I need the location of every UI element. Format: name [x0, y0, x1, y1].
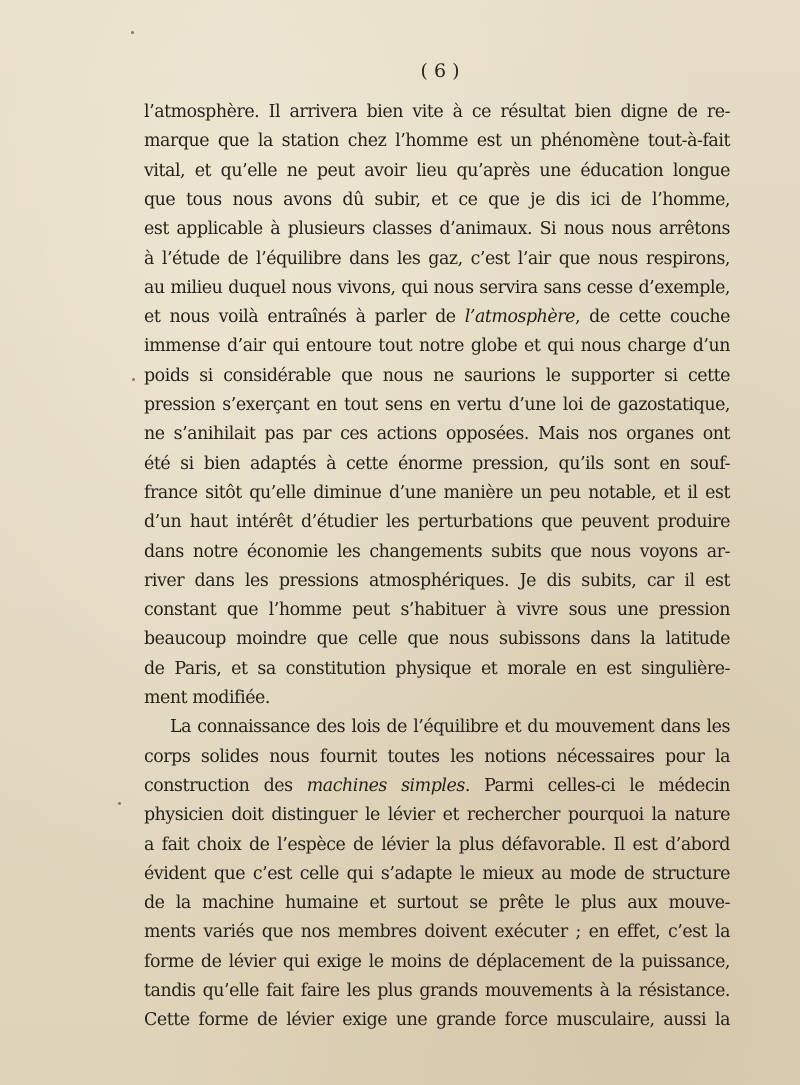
text-line: france sitôt qu’elle diminue d’une manière un peu notable, et il est [144, 482, 730, 503]
text-line: l’atmosphère. Il arrivera bien vite à ce résultat bien digne de re- [144, 102, 730, 122]
text-line [144, 772, 730, 800]
text-line: a fait choix de l’espèce de lévier la plus défavorable. Il est d’abord [144, 834, 730, 855]
text-segment: et nous voilà entraînés à parler de [144, 307, 465, 328]
text-line: dans notre économie les changements subits que nous voyons ar- [144, 541, 730, 562]
text-line: poids si considérable que nous ne saurions le supporter si cette [144, 365, 730, 386]
text-line: au milieu duquel nous vivons, qui nous servira sans cesse d’exemple, [144, 277, 730, 298]
paper-speck [131, 31, 134, 34]
text-line: Cette forme de lévier exige une grande force musculaire, aussi la [144, 1010, 730, 1031]
text-line: beaucoup moindre que celle que nous subissons dans la latitude [144, 629, 730, 650]
text-line: ments variés que nos membres doivent exécuter ; en effet, c’est la [144, 922, 730, 943]
text-line: est applicable à plusieurs classes d’animaux. Si nous nous arrêtons [144, 219, 730, 240]
text-line: vital, et qu’elle ne peut avoir lieu qu’après une éducation longue [144, 160, 730, 181]
text-line [144, 303, 730, 331]
text-line: été si bien adaptés à cette énorme pression, qu’ils sont en souf- [144, 453, 730, 474]
text-line: que tous nous avons dû subir, et ce que je dis ici de l’homme, [144, 189, 730, 210]
paper-speck [132, 378, 135, 381]
text-line: constant que l’homme peut s’habituer à vivre sous une pression [144, 600, 730, 621]
text-line: corps solides nous fournit toutes les notions nécessaires pour la [144, 746, 730, 767]
text-line: immense d’air qui entoure tout notre globe et qui nous charge d’un [144, 336, 730, 357]
paper-speck [118, 802, 121, 805]
text-line: pression s’exerçant en tout sens en vertu d’une loi de gazostatique, [144, 395, 730, 415]
text-segment: , de cette couche [574, 307, 730, 328]
text-line: forme de lévier qui exige le moins de déplacement de la puissance, [144, 951, 730, 972]
text-line: river dans les pressions atmosphériques. Je dis subits, car il est [144, 570, 730, 591]
text-line: à l’étude de l’équilibre dans les gaz, c’est l’air que nous respirons, [144, 248, 730, 269]
page-number: ( 6 ) [420, 60, 460, 82]
text-line: La connaissance des lois de l’équilibre et du mouvement dans les [170, 717, 730, 738]
italic-term: l’atmosphère [464, 307, 575, 328]
text-line: évident que c’est celle qui s’adapte le mieux au mode de structure [144, 863, 730, 884]
text-line: physicien doit distinguer le lévier et rechercher pourquoi la nature [144, 805, 730, 826]
text-line: tandis qu’elle fait faire les plus grands mouvements à la résistance. [144, 981, 730, 1001]
text-line: de la machine humaine et surtout se prête le plus aux mouve- [144, 893, 730, 914]
text-line: d’un haut intérêt d’étudier les perturbations que peuvent produire [144, 512, 730, 533]
text-line: ment modifiée. [144, 688, 270, 708]
text-line: ne s’anihilait pas par ces actions opposées. Mais nos organes ont [144, 424, 730, 445]
italic-term: machines simples [306, 775, 465, 796]
text-segment: . Parmi celles-ci le médecin [464, 775, 730, 796]
text-line: marque que la station chez l’homme est un phénomène tout-à-fait [144, 131, 730, 152]
text-segment: construction des [144, 775, 307, 796]
text-line: de Paris, et sa constitution physique et morale en est singulière- [144, 658, 730, 679]
